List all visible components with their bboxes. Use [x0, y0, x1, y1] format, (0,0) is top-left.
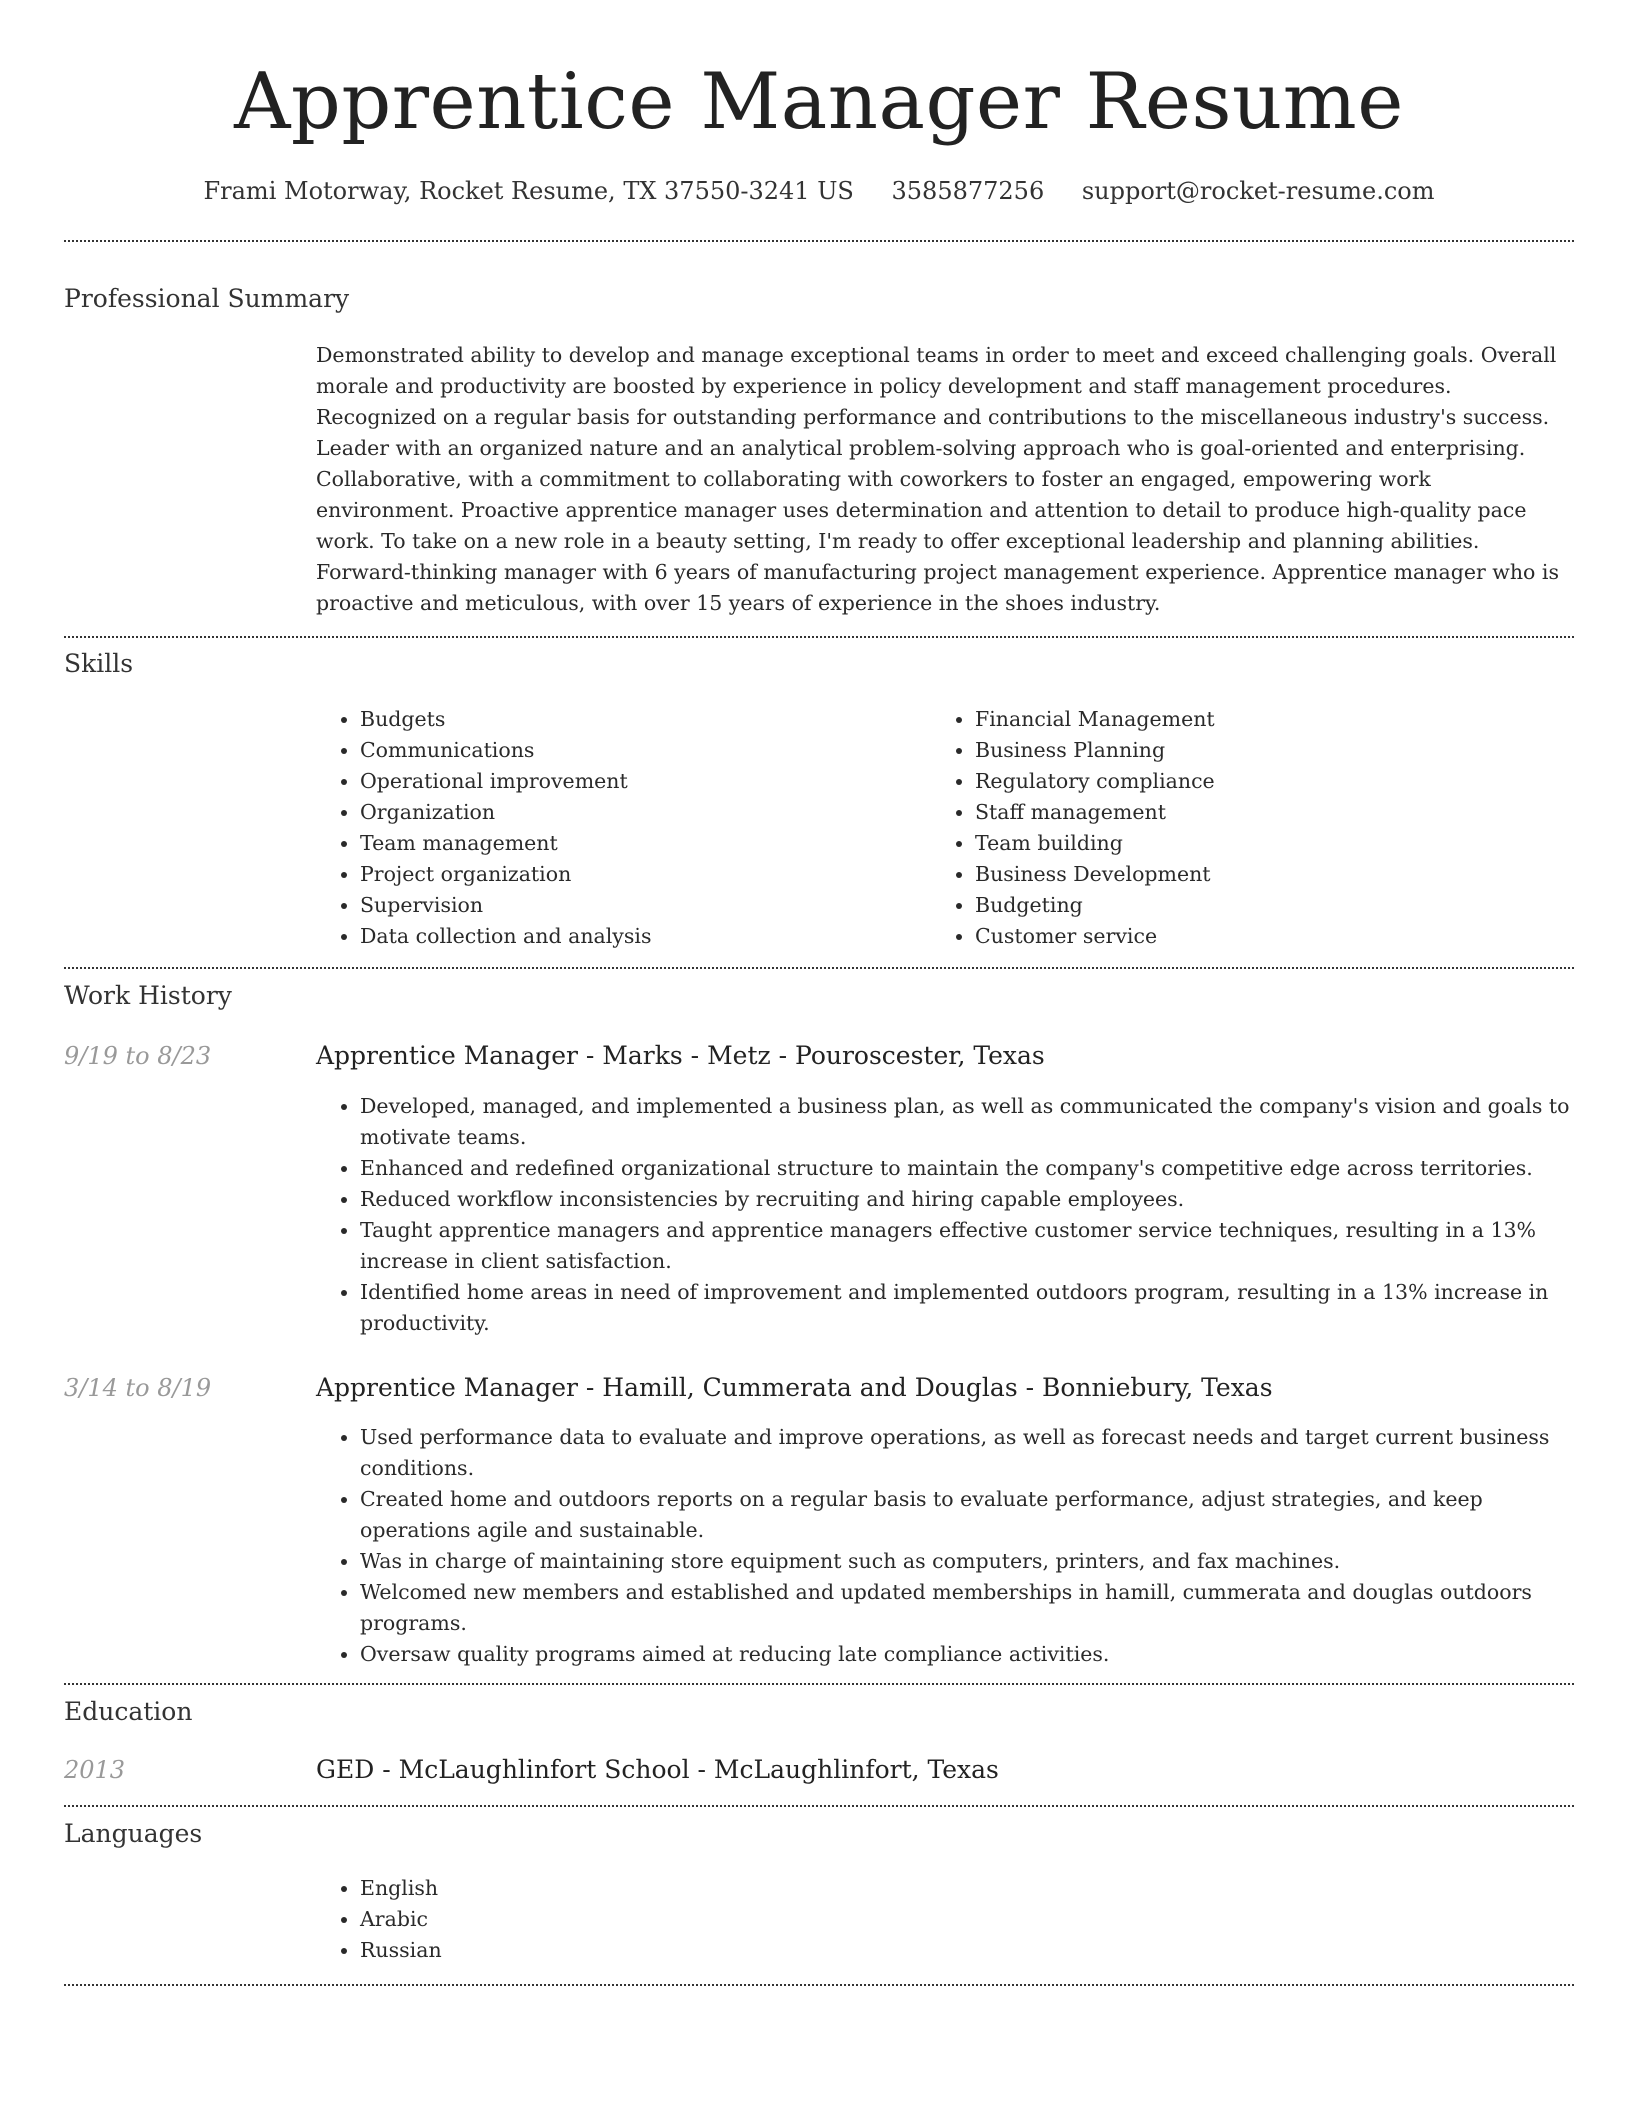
language-item: • English — [360, 1873, 1574, 1904]
job-bullet: • Oversaw quality programs aimed at reducing late compliance activities. — [360, 1639, 1574, 1670]
skill-item: • Project organization — [360, 859, 916, 890]
skill-item: • Business Planning — [975, 735, 1531, 766]
education-entry: GED - McLaughlinfort School - McLaughlinfort, Texas — [316, 1755, 999, 1784]
skill-item: • Staff management — [975, 797, 1531, 828]
section-divider — [64, 240, 1574, 242]
skill-item: • Budgeting — [975, 890, 1531, 921]
skill-item: • Team management — [360, 828, 916, 859]
skills-heading: Skills — [64, 649, 134, 678]
contact-email: support@rocket-resume.com — [1081, 177, 1435, 205]
job-bullet: • Enhanced and redefined organizational structure to maintain the company's competitive edge across territories. — [360, 1153, 1574, 1184]
education-heading: Education — [64, 1697, 193, 1726]
skills-column-left — [316, 704, 916, 952]
job-bullet: • Taught apprentice managers and apprentice managers effective customer service techniques, resulting in a 13% increase in client satisfaction. — [360, 1215, 1574, 1277]
section-divider — [64, 1984, 1574, 1986]
job-title: Apprentice Manager - Marks - Metz - Pouroscester, Texas — [316, 1041, 1045, 1070]
job-bullets — [316, 1091, 1574, 1339]
skill-item: • Regulatory compliance — [975, 766, 1531, 797]
job-bullet: • Was in charge of maintaining store equipment such as computers, printers, and fax machines. — [360, 1546, 1574, 1577]
contact-phone: 3585877256 — [891, 177, 1045, 205]
skills-column-right — [931, 704, 1531, 952]
skill-item: • Business Development — [975, 859, 1531, 890]
page-title: Apprentice Manager Resume — [234, 57, 1404, 147]
job-dates: 3/14 to 8/19 — [64, 1374, 212, 1402]
language-item: • Arabic — [360, 1904, 1574, 1935]
job-bullet: • Reduced workflow inconsistencies by recruiting and hiring capable employees. — [360, 1184, 1574, 1215]
job-bullet: • Welcomed new members and established and updated memberships in hamill, cummerata and douglas outdoors programs. — [360, 1577, 1574, 1639]
contact-line — [64, 176, 1574, 206]
skill-item: • Operational improvement — [360, 766, 916, 797]
skill-item: • Customer service — [975, 921, 1531, 952]
section-divider — [64, 1805, 1574, 1807]
languages-block — [316, 1873, 1574, 1966]
education-year: 2013 — [64, 1756, 126, 1784]
summary-block — [316, 340, 1574, 619]
language-item: • Russian — [360, 1935, 1574, 1966]
skill-item: • Data collection and analysis — [360, 921, 916, 952]
job-bullet: • Created home and outdoors reports on a regular basis to evaluate performance, adjust strategies, and keep operations agile and sustainable. — [360, 1484, 1574, 1546]
summary-heading: Professional Summary — [64, 284, 350, 313]
section-divider — [64, 967, 1574, 969]
resume-header — [64, 0, 1574, 206]
job-bullet: • Developed, managed, and implemented a business plan, as well as communicated the company's vision and goals to motivate teams. — [360, 1091, 1574, 1153]
summary-text: Demonstrated ability to develop and manage exceptional teams in order to meet and exceed challenging goals. Overall morale and productivity are boosted by experience in policy development and staff management procedures. Recognized on a regular basis for outstanding performance and contributions to the miscellaneous industry's success. Leader with an organized nature and an analytical problem-solving approach who is goal-oriented and enterprising. Collaborative, with a commitment to collaborating with coworkers to foster an engaged, empowering work environment. Proactive apprentice manager uses determination and attention to detail to produce high-quality pace work. To take on a new role in a beauty setting, I'm ready to offer exceptional leadership and planning abilities. Forward-thinking manager with 6 years of manufacturing project management experience. Apprentice manager who is proactive and meticulous, with over 15 years of experience in the shoes industry. — [316, 343, 1559, 615]
work-history-heading: Work History — [64, 981, 232, 1010]
job-dates: 9/19 to 8/23 — [64, 1042, 212, 1070]
job-bullet: • Identified home areas in need of improvement and implemented outdoors program, resulting in a 13% increase in productivity. — [360, 1277, 1574, 1339]
skill-item: • Financial Management — [975, 704, 1531, 735]
languages-heading: Languages — [64, 1819, 203, 1848]
skill-item: • Communications — [360, 735, 916, 766]
skill-item: • Team building — [975, 828, 1531, 859]
job-bullets — [316, 1422, 1574, 1670]
section-divider — [64, 1683, 1574, 1685]
section-divider — [64, 636, 1574, 638]
skill-item: • Budgets — [360, 704, 916, 735]
skill-item: • Supervision — [360, 890, 916, 921]
job-title: Apprentice Manager - Hamill, Cummerata and Douglas - Bonniebury, Texas — [316, 1373, 1273, 1402]
contact-address: Frami Motorway, Rocket Resume, TX 37550-3241 US — [203, 177, 854, 205]
job-bullet: • Used performance data to evaluate and improve operations, as well as forecast needs and target current business conditions. — [360, 1422, 1574, 1484]
skill-item: • Organization — [360, 797, 916, 828]
